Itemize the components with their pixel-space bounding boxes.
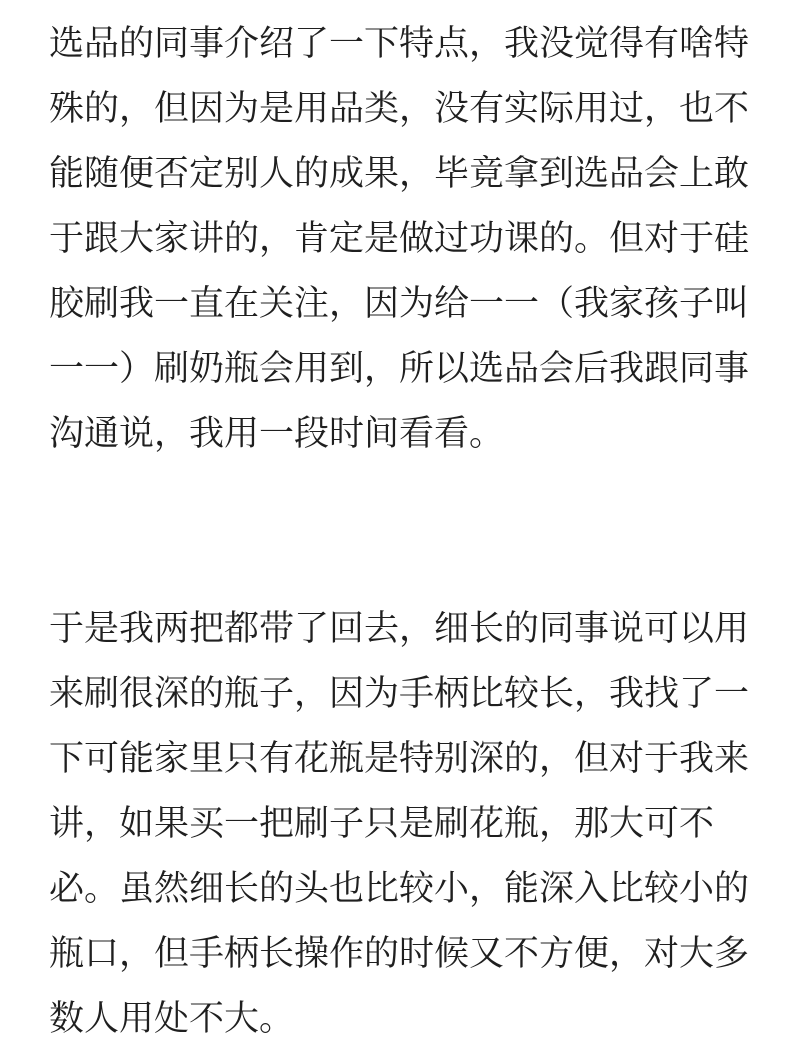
paragraph-line: 讲，如果买一把刷子只是刷花瓶，那大可不 (49, 804, 715, 844)
paragraph-spacer (49, 467, 732, 597)
paragraph-line: 沟通说，我用一段时间看看。 (49, 414, 505, 454)
paragraph-line: 殊的，但因为是用品类，没有实际用过，也不 (49, 89, 750, 129)
paragraph-line: 能随便否定别人的成果，毕竟拿到选品会上敢 (49, 154, 750, 194)
paragraph-2 (49, 597, 750, 1052)
paragraph-line: 下可能家里只有花瓶是特别深的，但对于我来 (49, 739, 750, 779)
paragraph-line: 胶刷我一直在关注，因为给一一（我家孩子叫 (49, 284, 750, 324)
paragraph-1 (49, 12, 750, 467)
paragraph-line: 于是我两把都带了回去，细长的同事说可以用 (49, 609, 750, 649)
paragraph-line: 必。虽然细长的头也比较小，能深入比较小的 (49, 869, 750, 909)
paragraph-line: 来刷很深的瓶子，因为手柄比较长，我找了一 (49, 674, 750, 714)
paragraph-line: 瓶口，但手柄长操作的时候又不方便，对大多 (49, 934, 750, 974)
paragraph-line: 选品的同事介绍了一下特点，我没觉得有啥特 (49, 24, 750, 64)
paragraph-line: 一一）刷奶瓶会用到，所以选品会后我跟同事 (49, 349, 750, 389)
paragraph-line: 数人用处不大。 (49, 999, 295, 1039)
paragraph-line: 于跟大家讲的，肯定是做过功课的。但对于硅 (49, 219, 750, 259)
